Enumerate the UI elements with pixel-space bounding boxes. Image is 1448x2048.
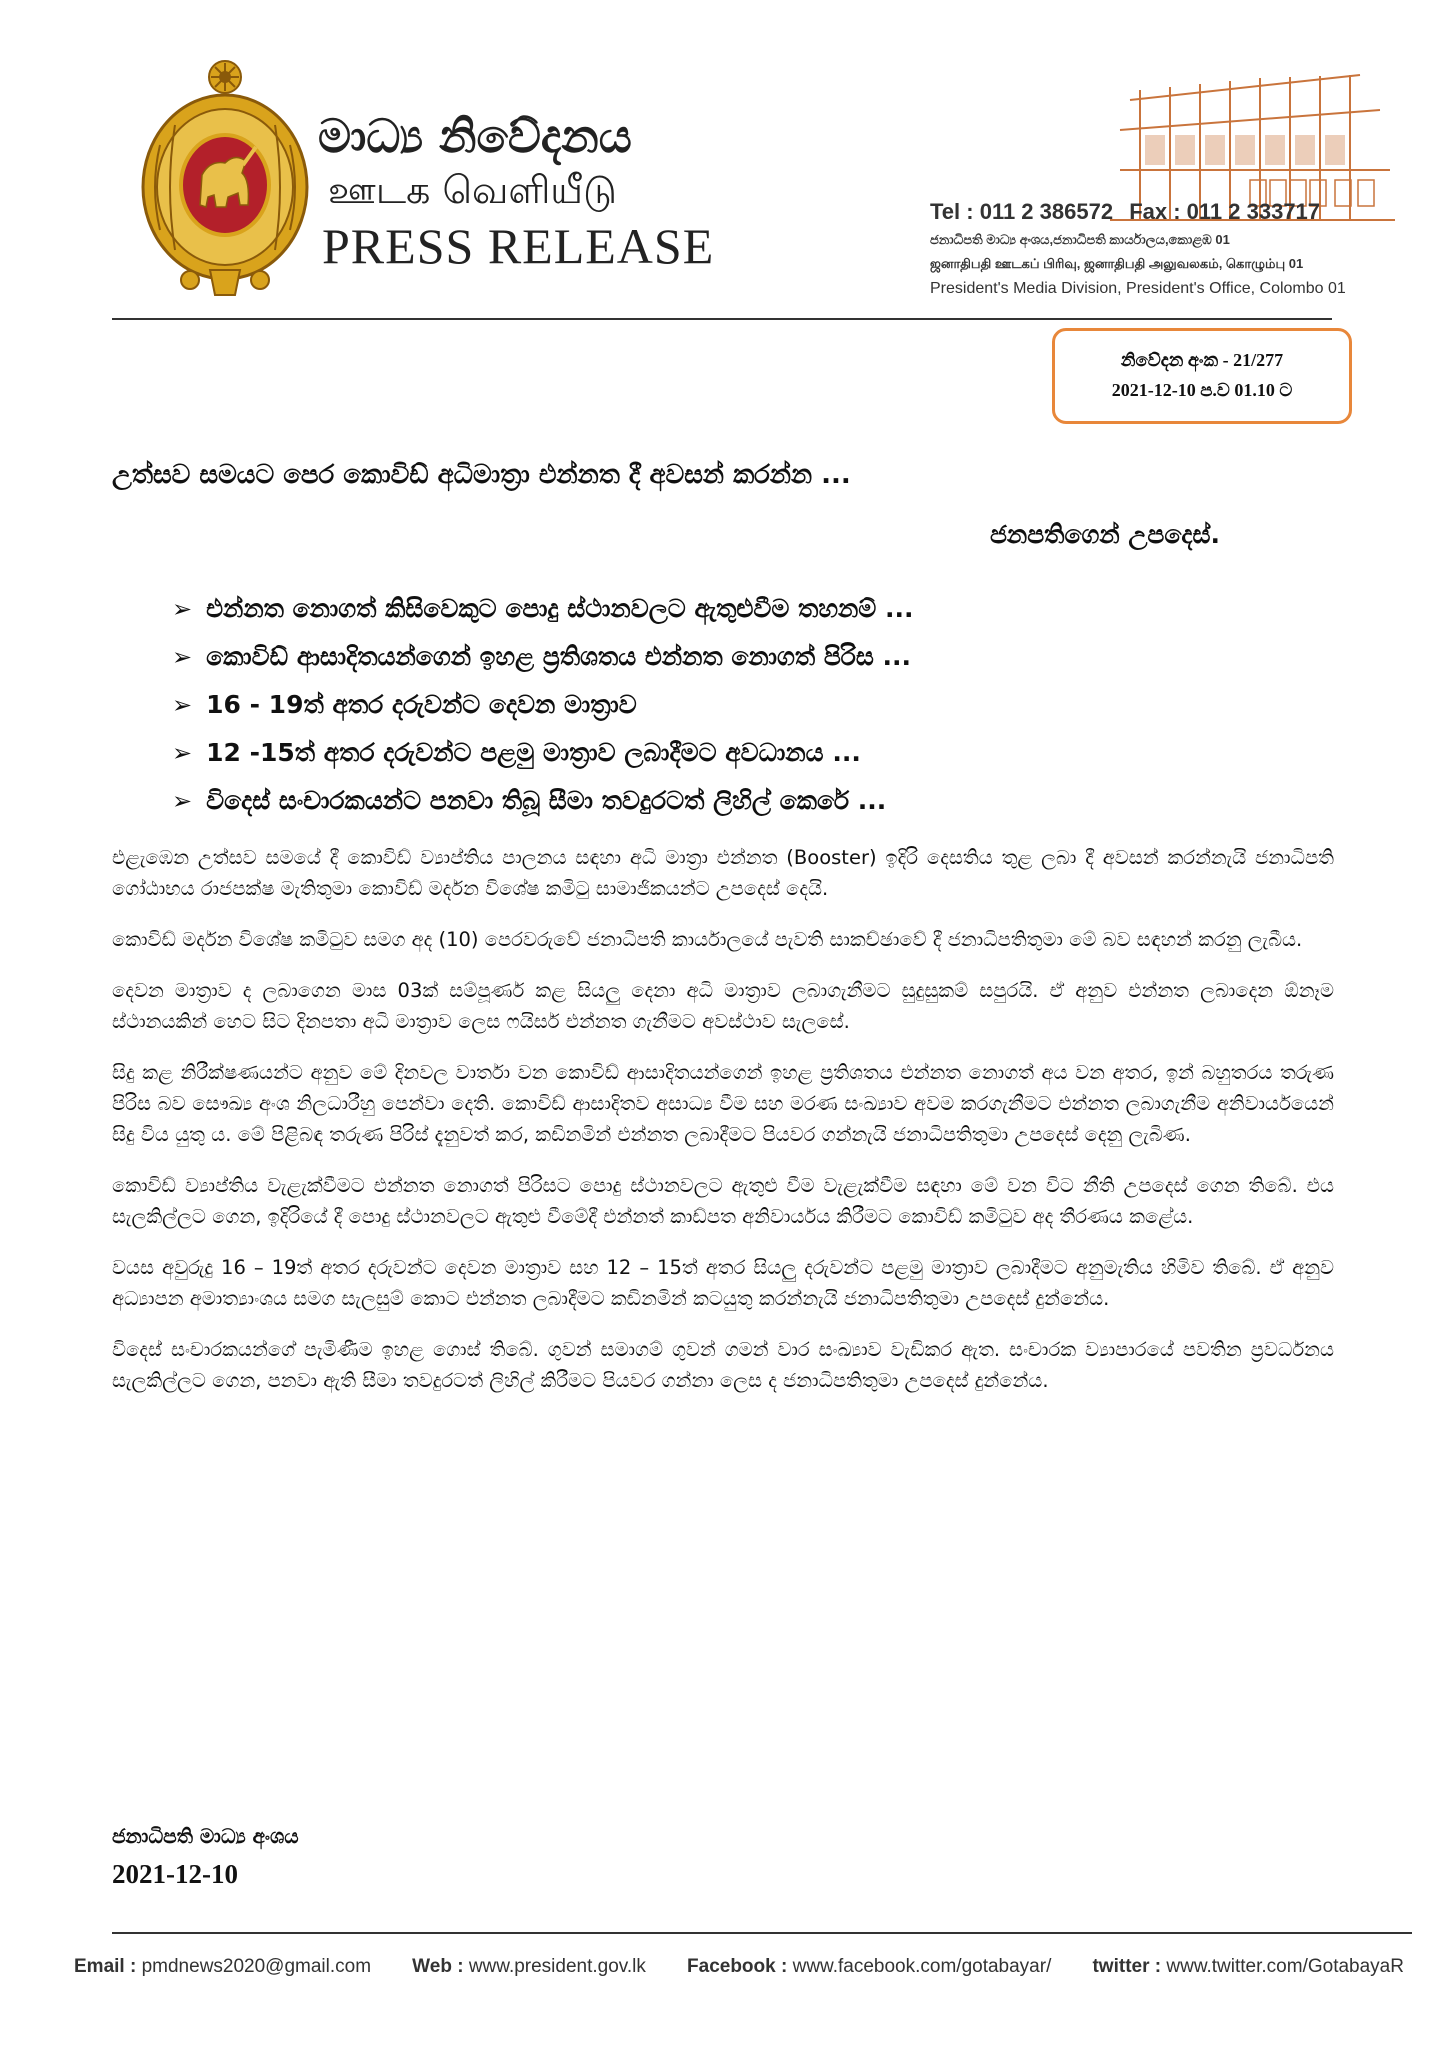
office-address-sinhala: ජනාධිපති මාධ්‍ය අංශය,ජනාධිපති කාර්යාලය,කොළඹ 01: [930, 232, 1230, 247]
office-address-tamil: ஜனாதிபதி ஊடகப் பிரிவு, ஜனாதிபதி அலுவலகம், கொழும்பு 01: [930, 256, 1304, 271]
key-point: ➢ කොවිඩ් ආසාදිතයන්ගෙන් ඉහළ ප්‍රතිශතය එන්නත නොගත් පිරිස ...: [172, 633, 1322, 681]
key-point: ➢ එන්නත නොගත් කිසිවෙකුට පොදු ස්ථානවලට ඇතුළුවීම තහනම් ...: [172, 585, 1322, 633]
body-paragraph: එළැඹෙන උත්සව සමයේ දී කොවිඩ් ව්‍යාප්තිය පාලනය සඳහා අධි මාත්‍රා එන්නත (Booster) ඉදිරි දෙසතිය තුළ ලබා දී අවසන් කරන්නැයි ජනාධිපති ගෝඨාභය රාජපක්ෂ මැතිතුමා කොවිඩ් මර්දන විශේෂ කමිටු සාමාජිකයන්ට උපදෙස් දෙයි.: [112, 846, 1334, 900]
twitter-link[interactable]: www.twitter.com/GotabayaR: [1166, 1956, 1404, 1977]
letterhead: [0, 0, 1448, 320]
arrow-bullet-icon: ➢: [172, 787, 193, 815]
website-link[interactable]: www.president.gov.lk: [468, 1956, 646, 1977]
facebook-link[interactable]: www.facebook.com/gotabayar/: [792, 1956, 1052, 1977]
release-datetime: 2021-12-10 ප.ව 01.10 ට: [1111, 380, 1293, 400]
body-paragraph: කොවිඩ් මර්දන විශේෂ කමිටුව සමග අද (10) පෙරවරුවේ ජනාධිපති කාර්යාලයේ පැවති සාකච්ඡාවේ දී ජනාධිපතිතුමා මේ බව සඳහන් කරනු ලැබීය.: [112, 928, 1303, 951]
arrow-bullet-icon: ➢: [172, 595, 193, 623]
key-points-list: [172, 585, 1322, 825]
email-link[interactable]: pmdnews2020@gmail.com: [141, 1956, 372, 1977]
body-paragraph: විදෙස් සංචාරකයන්ගේ පැමිණීම ඉහළ ගොස් තිබේ. ගුවන් සමාගම් ගුවන් ගමන් වාර සංඛ්‍යාව වැඩිකර ඇත. සංචාරක ව්‍යාපාරයේ පවතින ප්‍රවර්ධනය සැලකිල්ලට ගෙන, පනවා ඇති සීමා තවදුරටත් ලිහිල් කිරීමට පියවර ගන්නා ලෙස ද ජනාධිපතිතුමා උපදෙස් දුන්නේය.: [112, 1338, 1334, 1392]
press-release-title: [318, 108, 738, 276]
subheadline: ජනපතිගෙන් උපදෙස්.: [990, 520, 1220, 549]
key-point: ➢ 12 -15ත් අතර දරුවන්ට පළමු මාත්‍රාව ලබාදීමට අවධානය ...: [172, 729, 1322, 777]
footer-email: Email : pmdnews2020@gmail.com: [74, 1956, 372, 1977]
telephone-number: Tel : 011 2 386572: [930, 199, 1114, 224]
arrow-bullet-icon: ➢: [172, 643, 193, 671]
header-divider: [112, 318, 1332, 320]
body-paragraph: කොවිඩ් ව්‍යාප්තිය වැළැක්වීමට එන්නත නොගත් පිරිසට පොදු ස්ථානවලට ඇතුළු වීම වැළැක්වීම සඳහා මේ වන විට නීති උපදෙස් ගෙන තිබේ. එය සැලකිල්ලට ගෙන, ඉදිරියේ දී පොදු ස්ථානවලට ඇතුළු වීමේදී එන්නත් කාඩ්පත අනිවාර්යය කිරීමට කොවිඩ් කමිටුව අද තීරණය කළේය.: [112, 1174, 1334, 1228]
phone-fax-line: [930, 196, 1400, 228]
key-point: ➢ විදෙස් සංචාරකයන්ට පනවා තිබූ සීමා තවදුරටත් ලිහිල් කෙරේ ...: [172, 777, 1322, 825]
title-tamil: ஊடக வெளியீடு: [328, 168, 617, 212]
release-number-box: [1052, 328, 1352, 424]
arrow-bullet-icon: ➢: [172, 739, 193, 767]
title-english: PRESS RELEASE: [322, 218, 715, 274]
key-point: ➢ 16 - 19ත් අතර දරුවන්ට දෙවන මාත්‍රාව: [172, 681, 1322, 729]
footer-contacts: [74, 1952, 1404, 1982]
fax-number: Fax : 011 2 333717: [1129, 199, 1321, 224]
footer-divider: [112, 1932, 1412, 1934]
release-number: නිවේදන අංක - 21/277: [1120, 350, 1284, 370]
press-release-body: [112, 842, 1334, 1416]
body-paragraph: දෙවන මාත්‍රාව ද ලබාගෙන මාස 03ක් සම්පූර්ණ කළ සියලු දෙනා අධි මාත්‍රාව ලබාගැනීමට සුදුසුකම් සපුරයි. ඒ අනුව එන්නත ලබාදෙන ඕනෑම ස්ථානයකින් හෙට සිට දිනපතා අධි මාත්‍රාව ලෙස ෆයිසර් එන්නත ගැනීමට අවස්ථාව සැලසේ.: [112, 979, 1334, 1033]
footer-twitter: twitter : www.twitter.com/GotabayaR: [1092, 1956, 1404, 1977]
arrow-bullet-icon: ➢: [172, 691, 193, 719]
body-paragraph: සිදු කළ නිරීක්ෂණයන්ට අනුව මේ දිනවල වාර්තා වන කොවිඩ් ආසාදිතයන්ගෙන් ඉහළ ප්‍රතිශතය එන්නත නොගත් අය වන අතර, ඉන් බහුතරය තරුණ පිරිස බව සෞඛ්‍ය අංශ නිලධාරීහු පෙන්වා දෙති. කොවිඩ් ආසාදිතව අසාධ්‍ය වීම සහ මරණ සංඛ්‍යාව අවම කරගැනීමට එන්නත ලබාගැනීම අනිවාර්යයෙන් සිදු විය යුතු ය. මේ පිළිබඳ තරුණ පිරිස් දැනුවත් කර, කඩිනමින් එන්නත ලබාදීමට පියවර ගන්නැයි ජනාධිපතිතුමා උපදෙස් දෙනු ලැබිණ.: [112, 1061, 1334, 1146]
issue-date: 2021-12-10: [112, 1859, 238, 1889]
footer-web: Web : www.president.gov.lk: [412, 1956, 646, 1977]
signature-block: [112, 1818, 299, 1894]
title-sinhala: මාධ්‍ය නිවේදනය: [318, 109, 632, 163]
headline: උත්සව සමයට පෙර කොවිඩ් අධිමාත්‍රා එන්නත දී අවසන් කරන්න ...: [112, 460, 851, 490]
body-paragraph: වයස අවුරුදු 16 – 19ත් අතර දරුවන්ට දෙවන මාත්‍රාව සහ 12 – 15ත් අතර සියලු දරුවන්ට පළමු මාත්‍රාව ලබාදීමට අනුමැතිය හිමිව තිබේ. ඒ අනුව අධ්‍යාපන අමාත්‍යාංශය සමග සැලසුම් කොට එන්නත ලබාදීමට කඩිනමින් කටයුතු කරන්නැයි ජනාධිපතිතුමා උපදෙස් දුන්නේය.: [112, 1256, 1334, 1310]
issuer-name: ජනාධිපති මාධ්‍ය අංශය: [112, 1824, 299, 1848]
contact-details: [930, 196, 1400, 302]
national-emblem-icon: [130, 55, 320, 305]
footer-facebook: Facebook : www.facebook.com/gotabayar/: [687, 1956, 1052, 1977]
office-address-english: President's Media Division, President's Office, Colombo 01: [930, 280, 1346, 297]
